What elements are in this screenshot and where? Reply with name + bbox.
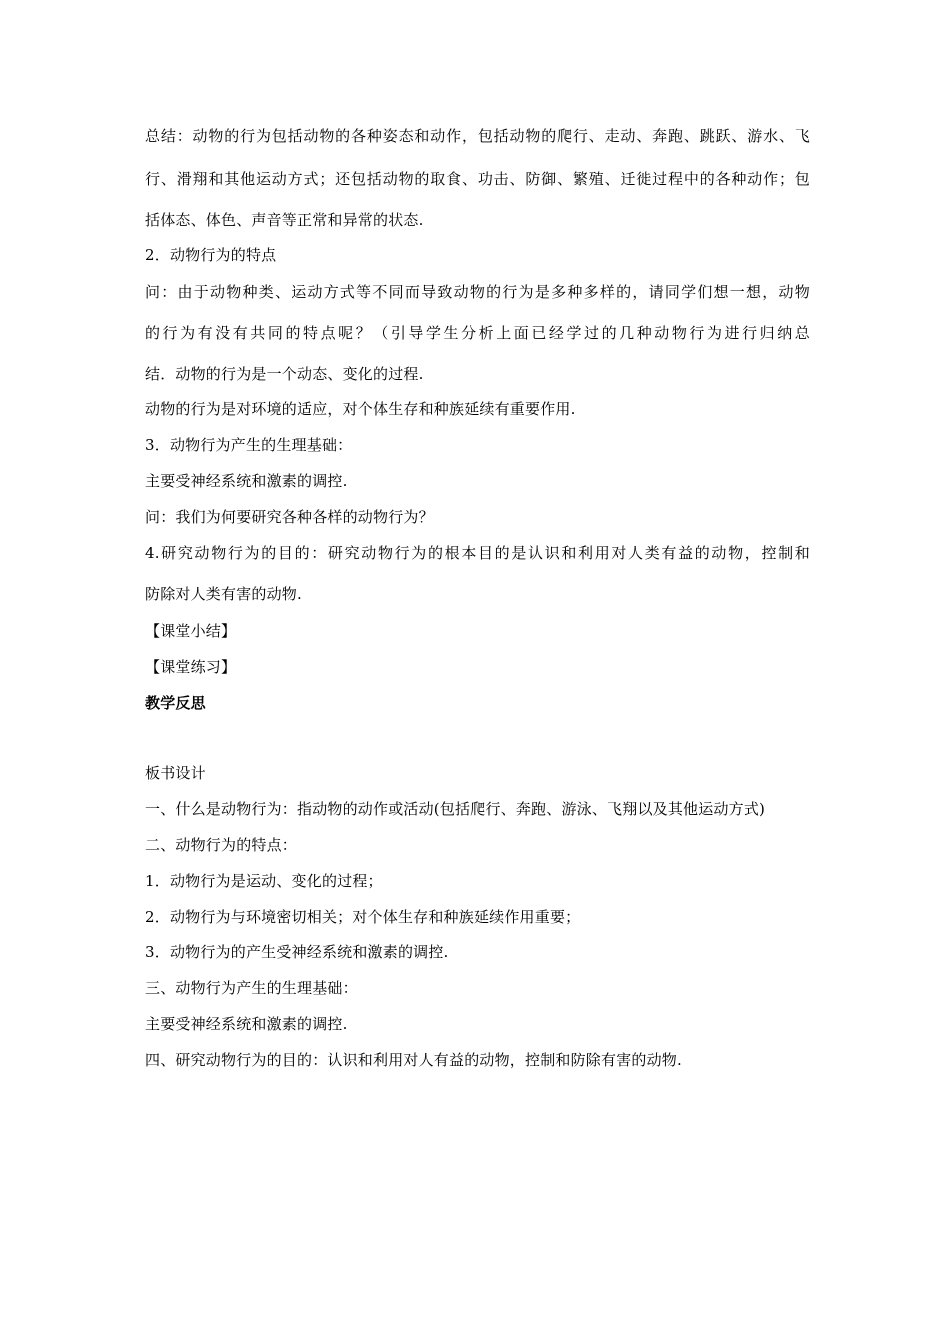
section-2-question-line-2: 的行为有没有共同的特点呢？（引导学生分析上面已经学过的几种动物行为进行归纳总	[145, 324, 810, 342]
section-3-question: 问：我们为何要研究各种各样的动物行为？	[145, 508, 434, 526]
teaching-reflection-heading: 教学反思	[145, 694, 206, 712]
section-2-question-line-3: 结．动物的行为是一个动态、变化的过程.	[145, 365, 424, 383]
board-item-3-text: 主要受神经系统和激素的调控.	[145, 1015, 348, 1033]
summary-line-2: 行、滑翔和其他运动方式；还包括动物的取食、功击、防御、繁殖、迁徙过程中的各种动作；包	[145, 170, 810, 188]
board-item-2-3: 3．动物行为的产生受神经系统和激素的调控.	[145, 943, 449, 961]
board-item-2-2: 2．动物行为与环境密切相关；对个体生存和种族延续作用重要；	[145, 908, 581, 926]
board-design-title: 板书设计	[145, 764, 206, 782]
section-2-question-line-1: 问：由于动物种类、运动方式等不同而导致动物的行为是多种多样的，请同学们想一想，动物	[145, 283, 810, 301]
class-practice-heading: 【课堂练习】	[145, 658, 237, 676]
section-4-line-1: 4.研究动物行为的目的：研究动物行为的根本目的是认识和利用对人类有益的动物，控制和	[145, 544, 810, 562]
board-item-2-1: 1．动物行为是运动、变化的过程；	[145, 872, 383, 890]
board-item-1: 一、什么是动物行为：指动物的动作或活动(包括爬行、奔跑、游泳、飞翔以及其他运动方式)	[145, 800, 766, 818]
summary-line-1: 总结：动物的行为包括动物的各种姿态和动作，包括动物的爬行、走动、奔跑、跳跃、游水、飞	[145, 127, 810, 145]
board-item-4: 四、研究动物行为的目的：认识和利用对人有益的动物，控制和防除有害的动物.	[145, 1051, 682, 1069]
section-3-text: 主要受神经系统和激素的调控.	[145, 472, 348, 490]
section-3-heading: 3．动物行为产生的生理基础：	[145, 436, 353, 454]
board-item-2: 二、动物行为的特点：	[145, 836, 298, 854]
summary-line-3: 括体态、体色、声音等正常和异常的状态.	[145, 211, 424, 229]
section-2-heading: 2．动物行为的特点	[145, 246, 277, 264]
class-summary-heading: 【课堂小结】	[145, 622, 237, 640]
board-item-3: 三、动物行为产生的生理基础：	[145, 979, 358, 997]
section-2-adaptation: 动物的行为是对环境的适应，对个体生存和种族延续有重要作用.	[145, 400, 576, 418]
section-4-line-2: 防除对人类有害的动物.	[145, 585, 302, 603]
